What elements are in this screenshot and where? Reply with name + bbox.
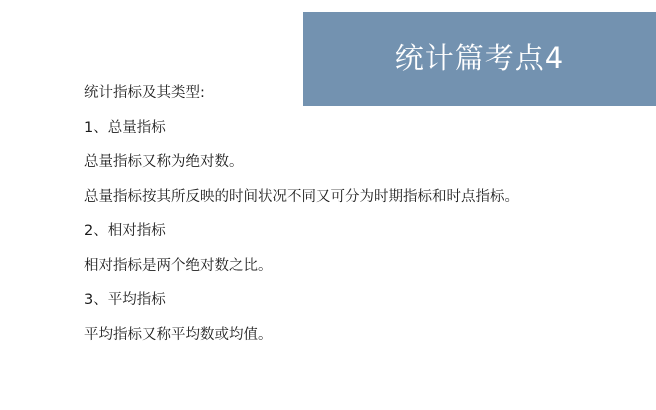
body-line: 总量指标又称为绝对数。 xyxy=(84,154,244,170)
slide-title: 统计篇考点4 xyxy=(394,41,565,76)
body-line: 统计指标及其类型: xyxy=(84,85,205,101)
body-line: 3、平均指标 xyxy=(84,292,166,308)
body-line: 1、总量指标 xyxy=(84,119,166,136)
body-line: 总量指标按其所反映的时间状况不同又可分为时期指标和时点指标。 xyxy=(84,188,519,205)
slide-body xyxy=(84,86,604,342)
body-line: 相对指标是两个绝对数之比。 xyxy=(84,257,273,274)
body-line: 2、相对指标 xyxy=(84,223,166,239)
body-line: 平均指标又称平均数或均值。 xyxy=(84,326,273,343)
